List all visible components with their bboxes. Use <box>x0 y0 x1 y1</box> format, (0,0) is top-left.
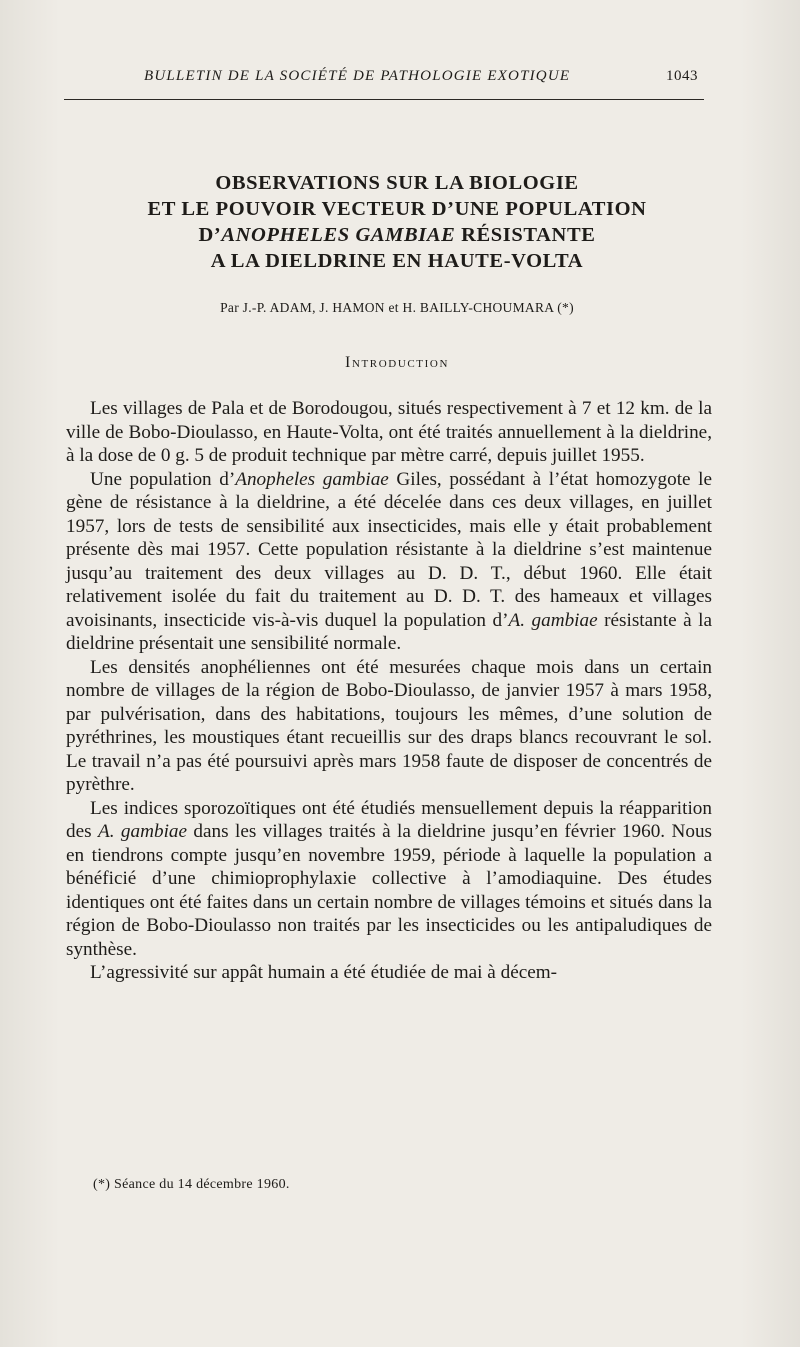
author-line: Par J.-P. ADAM, J. HAMON et H. BAILLY-CHOUMARA (*) <box>220 300 574 315</box>
title-line-2: ET LE POUVOIR VECTEUR D’UNE POPULATION <box>147 198 647 220</box>
header-rule <box>64 99 704 100</box>
paragraph: Une population d’Anopheles gambiae Giles, possédant à l’état homozygote le gène de résistance à la dieldrine, a été décelée dans ces deux villages, en juillet 1957, lors de tests de sensibilité aux insecticides, mais elle y était probablement présente dès mai 1957. Cette population résistante à la dieldrine s’est maintenue jusqu’au traitement des deux villages au D. D. T., début 1960. Elle était relativement isolée du fait du traitement au D. D. T. des hameaux et villages avoisinants, insecticide vis-à-vis duquel la population d’A. gambiae résistante à la dieldrine présentait une sensibilité normale. <box>66 468 712 654</box>
article-title <box>64 170 730 274</box>
species-name: A. gambiae <box>98 821 188 842</box>
species-name: Anopheles gambiae <box>235 468 389 490</box>
species-name: ANOPHELES GAMBIAE <box>221 224 456 246</box>
title-line-3 <box>64 222 730 248</box>
footnote: (*) Séance du 14 décembre 1960. <box>93 1177 290 1192</box>
paragraph: L’agressivité sur appât humain a été étudiée de mai à décem- <box>90 962 558 983</box>
paragraph: Les indices sporozoïtiques ont été étudiés mensuellement depuis la réapparition des A. gambiae dans les villages traités à la dieldrine jusqu’en février 1960. Nous en tiendrons compte jusqu’en novembre 1959, période à laquelle la population a bénéficié d’une chimioprophylaxie collective à l’amodiaquine. Des études identiques ont été faites dans un certain nombre de villages témoins et situés dans la région de Bobo-Dioulasso non traités par les insecticides ou les antipaludiques de synthèse. <box>66 797 713 960</box>
paragraph: Les villages de Pala et de Borodougou, situés respectivement à 7 et 12 km. de la ville de Bobo-Dioulasso, en Haute-Volta, ont été traités annuellement à la dieldrine, à la dose de 0 g. 5 de produit technique par mètre carré, depuis juillet 1955. <box>66 398 712 466</box>
page-number: 1043 <box>666 68 698 84</box>
running-header <box>64 68 704 94</box>
title-line-4: A LA DIELDRINE EN HAUTE-VOLTA <box>210 250 584 272</box>
section-heading: Introduction <box>345 354 449 371</box>
species-name: A. gambiae <box>508 609 598 631</box>
title-line-1: OBSERVATIONS SUR LA BIOLOGIE <box>215 172 579 194</box>
title-prefix: D’ <box>198 224 222 246</box>
article-body <box>66 397 712 985</box>
paragraph: Les densités anophéliennes ont été mesurées chaque mois dans un certain nombre de villages de la région de Bobo-Dioulasso, de janvier 1957 à mars 1958, par pulvérisation, dans des habitations, toujours les mêmes, d’une solution de pyréthrines, les moustiques étant recueillis sur des draps blancs recouvrant le sol. Le travail n’a pas été poursuivi après mars 1958 faute de disposer de concentrés de pyrèthre. <box>66 656 712 795</box>
journal-name: BULLETIN DE LA SOCIÉTÉ DE PATHOLOGIE EXOTIQUE <box>144 68 571 84</box>
title-suffix: RÉSISTANTE <box>455 224 596 246</box>
